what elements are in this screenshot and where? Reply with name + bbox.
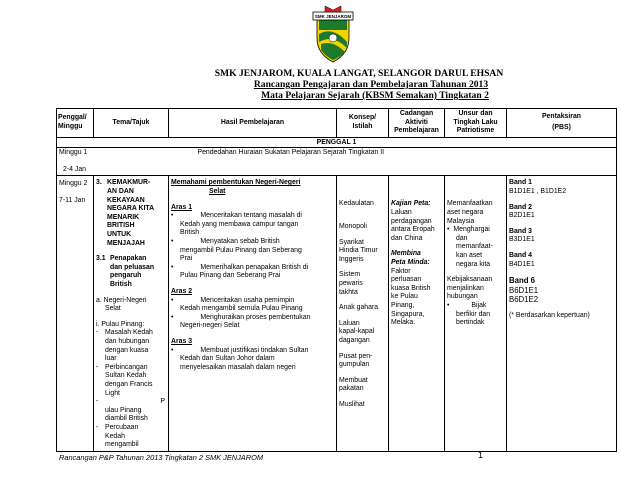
aras-1-bullet-1: • Menceritakan tentang masalah di Kedah yang membawa campur tangan British	[171, 212, 302, 237]
col-minggu: Penggal/ Minggu	[57, 109, 94, 138]
col-cadangan: Cadangan Aktiviti Pembelajaran	[389, 109, 445, 138]
school-title: SMK JENJAROM, KUALA LANGAT, SELANGOR DARUL EHSAN	[214, 68, 504, 79]
page-number: 1	[478, 450, 484, 460]
svg-text:SMK JENJAROM: SMK JENJAROM	[314, 14, 352, 19]
unsur-bullet-2: • Bijak berfikir dan bertindak	[447, 302, 491, 327]
aras-3: Aras 3	[171, 337, 193, 345]
band-1: Band 1	[509, 179, 532, 187]
unsur-point-1: Memanfaatkan aset negara Malaysia	[447, 200, 493, 225]
tema-i: i. Pulau Pinang:	[96, 320, 145, 328]
table-row-minggu-1	[57, 148, 617, 176]
konsep-term: Sistem pewaris takhta	[339, 271, 363, 296]
band-3: Band 3	[509, 227, 532, 235]
konsep-cell	[337, 176, 389, 451]
minggu-1-description: Pendedahan Huraian Sukatan Pelajaran Sejarah Tingkatan II	[94, 148, 617, 176]
minggu-1-cell: Minggu 1 2-4 Jan	[57, 148, 94, 176]
table-header-row	[57, 109, 617, 138]
aras-2-bullet-1: • Menceritakan usaha pemimpin Kedah mengambil semula Pulau Pinang	[171, 296, 303, 313]
lesson-plan-table	[56, 108, 617, 452]
unsur-cell	[445, 176, 507, 451]
band-3-value: B3D1E1	[509, 236, 535, 244]
konsep-term: Anak gahara	[339, 304, 379, 312]
tema-dash-1: - Masalah Kedah dan hubungan dengan kuasa luar	[96, 329, 153, 363]
konsep-term: Muslihat	[339, 400, 365, 408]
konsep-term: Pusat pen- gumpulan	[339, 352, 373, 369]
tema-dash-4: - Percubaan Kedah mengambil	[96, 423, 139, 449]
col-hasil: Hasil Pembelajaran	[169, 109, 337, 138]
aras-1-bullet-3: • Memerihalkan penapakan British di Pulau Pinang dan Seberang Prai	[171, 263, 309, 280]
hasil-cell	[169, 176, 337, 451]
kajian-peta-label: Kajian Peta:	[391, 200, 431, 208]
band-6: Band 6	[509, 276, 535, 286]
band-2-value: B2D1E1	[509, 212, 535, 220]
hasil-heading: Memahami pembentukan Negeri-Negeri	[171, 179, 301, 187]
aras-1: Aras 1	[171, 203, 193, 211]
subject-title-text: Mata Pelajaran Sejarah (KBSM Semakan) Tingkatan 2	[261, 90, 489, 101]
konsep-term: Syarikat Hindia Timur Inggeris	[339, 238, 378, 263]
penggal-label: PENGGAL 1	[57, 137, 617, 148]
aras-2: Aras 2	[171, 288, 193, 295]
tema-dash-2: - Perbincangan Sultan Kedah dengan Francis Light	[96, 363, 153, 397]
table-row-minggu-2	[57, 176, 617, 451]
band-6-value-1: B6D1E1	[509, 285, 539, 295]
konsep-term: Kedaulatan	[339, 200, 374, 208]
hasil-heading-2: Selat	[209, 188, 226, 196]
aras-1-bullet-2: • Menyatakan sebab British mengambil Pulau Pinang dan Seberang Prai	[171, 238, 302, 263]
unsur-bullet-1: • Menghargai dan memanfaat- kan aset negara kita	[447, 226, 493, 268]
tema-3-1: 3.1 Penapakan dan peluasan pengaruh British	[96, 255, 155, 288]
konsep-term: Membuat pakatan	[339, 376, 368, 393]
col-konsep: Konsep/ Istilah	[337, 109, 389, 138]
tema-3: 3. KEMAKMUR- AN DAN KEKAYAAN NEGARA KITA MENARIK BRITISH UNTUK MENJAJAH	[96, 179, 155, 247]
col-pentaksiran: Pentaksiran (PBS)	[507, 109, 617, 138]
plan-title	[52, 79, 638, 90]
tema-dash-3: - P ulau Pinang diambil British	[96, 398, 165, 423]
kajian-peta-text: Laluan perdagangan antara Eropah dan China	[391, 209, 435, 242]
cadangan-cell	[389, 176, 445, 451]
tema-a: a. Negeri-Negeri Selat	[96, 296, 147, 313]
membina-peta-text: Faktor perluasan kuasa British ke Pulau Pinang, Singapura, Melaka.	[391, 267, 431, 327]
aras-2-bullet-2: • Menghuraikan proses pembentukan Negeri-negeri Selat	[171, 313, 311, 330]
minggu-2-cell: Minggu 2 7-11 Jan	[57, 176, 94, 451]
school-crest-logo	[311, 4, 355, 64]
penggal-row	[57, 137, 617, 148]
konsep-term: Monopoli	[339, 223, 367, 231]
footer-text: Rancangan P&P Tahunan 2013 Tingkatan 2 SMK JENJAROM	[59, 453, 263, 462]
membina-peta-label: Membina Peta Minda:	[391, 250, 430, 267]
band-6-value-2: B6D1E2	[509, 295, 539, 305]
aras-3-bullet-1: • Membuat justifikasi tindakan Sultan Kedah dan Sultan Johor dalam menyelesaikan masalah dalam negeri	[171, 346, 309, 371]
band-4-value: B4D1E1	[509, 260, 535, 268]
band-1-value: B1D1E1 , B1D1E2	[509, 188, 567, 196]
pentaksiran-note: (* Berdasarkan kepertuan)	[509, 311, 590, 319]
plan-title-text: Rancangan Pengajaran dan Pembelajaran Tahunan 2013	[253, 79, 489, 90]
subject-title	[56, 90, 638, 101]
col-tema: Tema/Tajuk	[94, 109, 169, 138]
band-4: Band 4	[509, 252, 532, 260]
tema-cell	[94, 176, 169, 451]
unsur-point-2: Kebijaksanaan menjalinkan hubungan	[447, 276, 493, 301]
band-2: Band 2	[509, 203, 532, 211]
konsep-term: Laluan kapal-kapal dagangan	[339, 319, 375, 344]
col-unsur: Unsur dan Tingkah Laku Patriotisme	[445, 109, 507, 138]
pentaksiran-cell	[507, 176, 617, 451]
